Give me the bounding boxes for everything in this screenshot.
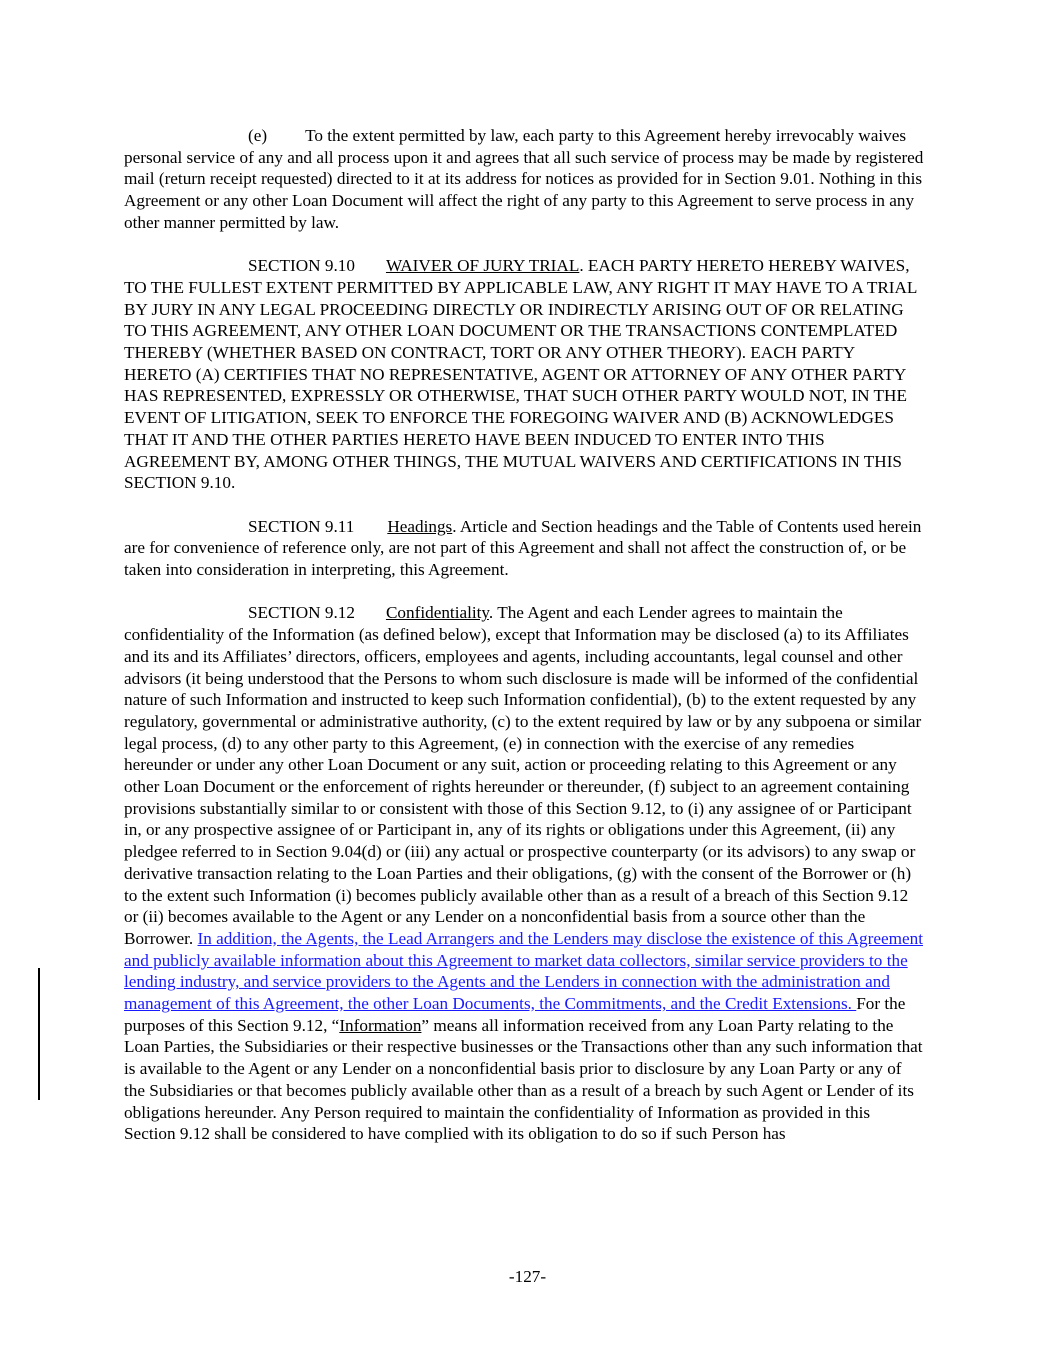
section-9-12-text-2: For the purposes of this Section 9.12, “ [124, 994, 906, 1035]
page-number: -127- [508, 1267, 547, 1286]
section-9-11-number: SECTION 9.11 [248, 516, 355, 536]
paragraph-e-text: To the extent permitted by law, each party to this Agreement hereby irrevocably waives personal service of any and all process upon it and agrees that all such service of process may be made by registered mail (return receipt requested) directed to it at its address for notices as provided for in Section 9.01. Nothing in this Agreement or any other Loan Document will affect the right of any party to this Agreement to serve process in any other manner permitted by law. [124, 126, 924, 232]
section-9-11 [124, 516, 924, 581]
section-9-11-text: . Article and Section headings and the Table of Contents used herein are for convenience of reference only, are not part of this Agreement and shall not affect the construction of, or be taken into consideration in interpreting, this Agreement. [124, 516, 922, 580]
defined-term-information: Information [339, 1015, 422, 1035]
section-9-12-heading: Confidentiality [385, 603, 489, 623]
section-9-11-heading: Headings [387, 516, 453, 536]
section-9-10-number: SECTION 9.10 [248, 256, 355, 276]
paragraph-e-label: (e) [248, 126, 268, 145]
revision-change-bar [38, 968, 40, 1100]
section-9-10-heading: WAIVER OF JURY TRIAL [385, 256, 580, 276]
paragraph-e [124, 125, 924, 234]
section-9-12 [124, 602, 924, 1145]
document-body [124, 125, 924, 1167]
section-9-10 [124, 255, 924, 494]
inserted-revision-text: In addition, the Agents, the Lead Arrangers and the Lenders may disclose the existence of this Agreement and publicly available information about this Agreement to market data collectors, similar service providers to the lending industry, and service providers to the Agents and the Lenders in connection with the administration and management of this Agreement, the other Loan Documents, the Commitments, and the Credit Extensions. [124, 928, 923, 1014]
section-9-12-text-1: . The Agent and each Lender agrees to maintain the confidentiality of the Information (as defined below), except that Information may be disclosed (a) to its Affiliates and its and its Affiliates’ directors, officers, employees and agents, including accountants, legal counsel and other advisors (it being understood that the Persons to whom such disclosure is made will be informed of the confidential nature of such Information and instructed to keep such Information confidential), (b) to the extent requested by any regulatory, governmental or administrative authority, (c) to the extent required by law or by any subpoena or similar legal process, (d) to any other party to this Agreement, (e) in connection with the exercise of any remedies hereunder or under any other Loan Document or any suit, action or proceeding relating to this Agreement or any other Loan Document or the enforcement of rights hereunder or thereunder, (f) subject to an agreement containing provisions substantially similar to or consistent with those of this Section 9.12, to (i) any assignee of or Participant in, or any prospective assignee of or Participant in, any of its rights or obligations under this Agreement, (ii) any pledgee referred to in Section 9.04(d) or (iii) any actual or prospective counterparty (or its advisors) to any swap or derivative transaction relating to the Loan Parties and their obligations, (g) with the consent of the Borrower or (h) to the extent such Information (i) becomes publicly available other than as a result of a breach of this Section 9.12 or (ii) becomes available to the Agent or any Lender on a nonconfidential basis from a source other than the Borrower. [124, 603, 922, 948]
section-9-12-text-3: ” means all information received from any Loan Party relating to the Loan Parties, the Subsidiaries or their respective businesses or the Transactions other than any such information that is available to the Agent or any Lender on a nonconfidential basis prior to disclosure by any Loan Party or any of the Subsidiaries or that becomes publicly available other than as a result of a breach by such Agent or Lender of its obligations hereunder. Any Person required to maintain the confidentiality of Information as provided in this Section 9.12 shall be considered to have complied with its obligation to do so if such Person has [124, 1015, 923, 1144]
section-9-12-number: SECTION 9.12 [248, 603, 355, 623]
section-9-10-text: . EACH PARTY HERETO HEREBY WAIVES, TO THE FULLEST EXTENT PERMITTED BY APPLICABLE LAW, ANY RIGHT IT MAY HAVE TO A TRIAL BY JURY IN ANY LEGAL PROCEEDING DIRECTLY OR INDIRECTLY ARISING OUT OF OR RELATING TO THIS AGREEMENT, ANY OTHER LOAN DOCUMENT OR THE TRANSACTIONS CONTEMPLATED THEREBY (WHETHER BASED ON CONTRACT, TORT OR ANY OTHER THEORY). EACH PARTY HERETO (A) CERTIFIES THAT NO REPRESENTATIVE, AGENT OR ATTORNEY OF ANY OTHER PARTY HAS REPRESENTED, EXPRESSLY OR OTHERWISE, THAT SUCH OTHER PARTY WOULD NOT, IN THE EVENT OF LITIGATION, SEEK TO ENFORCE THE FOREGOING WAIVER AND (B) ACKNOWLEDGES THAT IT AND THE OTHER PARTIES HERETO HAVE BEEN INDUCED TO ENTER INTO THIS AGREEMENT BY, AMONG OTHER THINGS, THE MUTUAL WAIVERS AND CERTIFICATIONS IN THIS SECTION 9.10. [124, 256, 917, 493]
